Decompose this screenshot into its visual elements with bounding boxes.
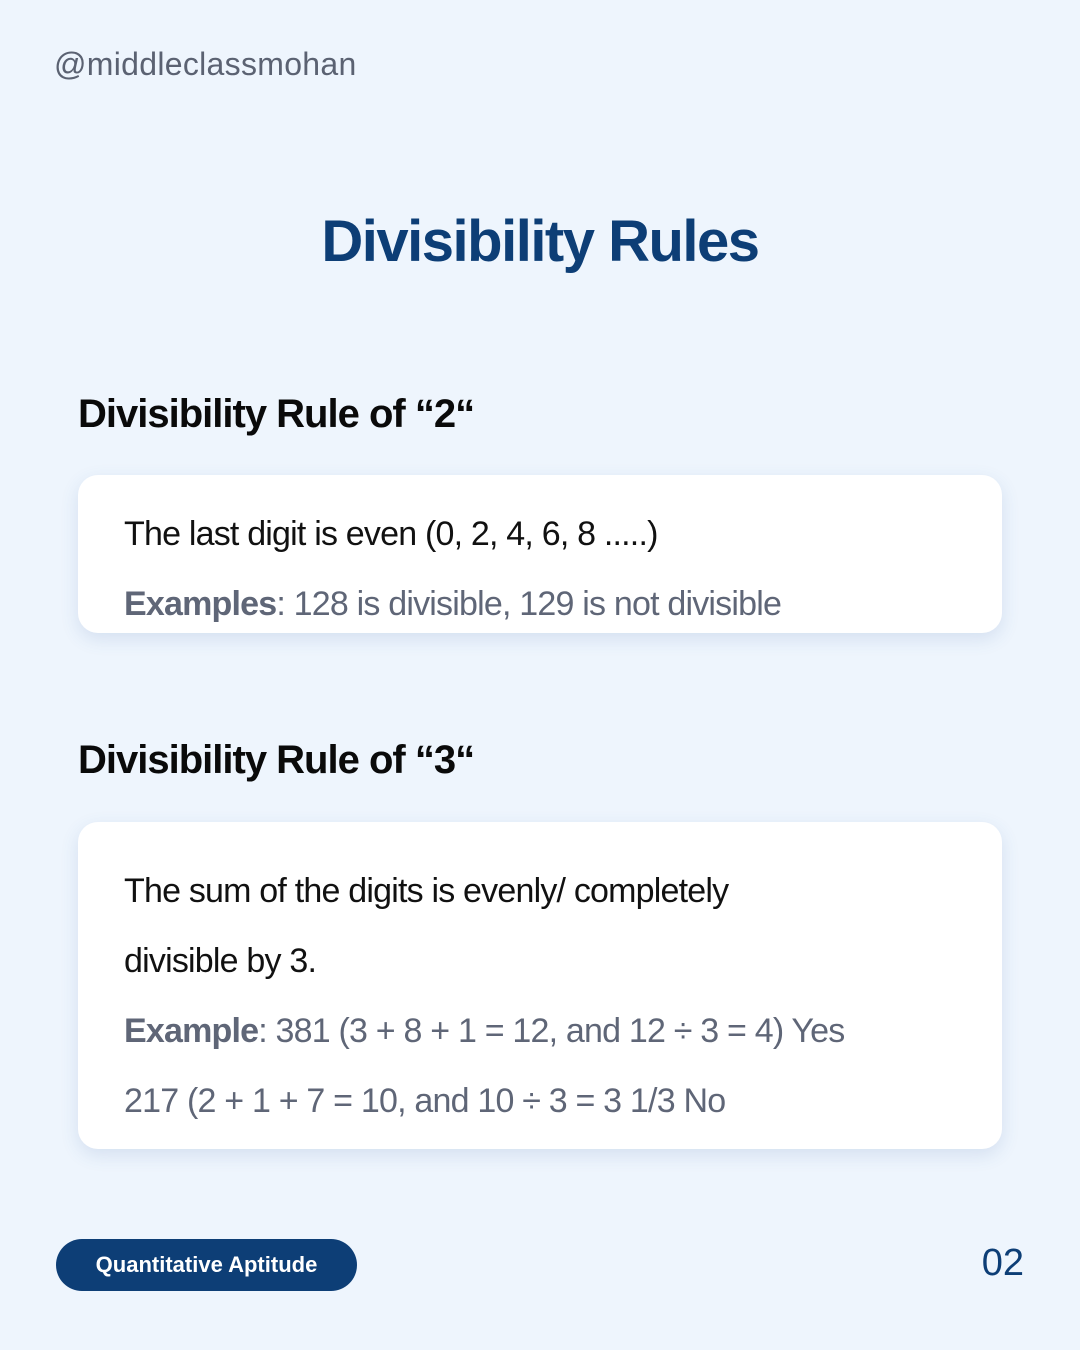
- example-label: Examples: [124, 585, 277, 623]
- rule-2-text: The last digit is even (0, 2, 4, 6, 8 .....): [124, 515, 658, 553]
- rule-3-text-line-2: divisible by 3.: [124, 942, 317, 980]
- rule-3-example: [124, 996, 1002, 1066]
- rule-3-heading: Divisibility Rule of “3“: [78, 738, 475, 782]
- rule-3-example-line-2: 217 (2 + 1 + 7 = 10, and 10 ÷ 3 = 3 1/3 No: [124, 1082, 726, 1120]
- category-badge: Quantitative Aptitude: [56, 1239, 357, 1291]
- author-handle: @middleclassmohan: [54, 46, 357, 82]
- rule-3-card: [78, 822, 1002, 1149]
- example-text: : 128 is divisible, 129 is not divisible: [276, 585, 782, 623]
- example-label: Example: [124, 1012, 259, 1050]
- page-title: Divisibility Rules: [321, 209, 759, 274]
- page-number: 02: [981, 1242, 1024, 1284]
- rule-2-example: [124, 569, 1002, 639]
- rule-3-text-line-1: The sum of the digits is evenly/ completely: [124, 872, 729, 910]
- rule-2-heading: Divisibility Rule of “2“: [78, 392, 475, 436]
- example-text: : 381 (3 + 8 + 1 = 12, and 12 ÷ 3 = 4) Yes: [258, 1012, 845, 1050]
- rule-2-card: [78, 475, 1002, 633]
